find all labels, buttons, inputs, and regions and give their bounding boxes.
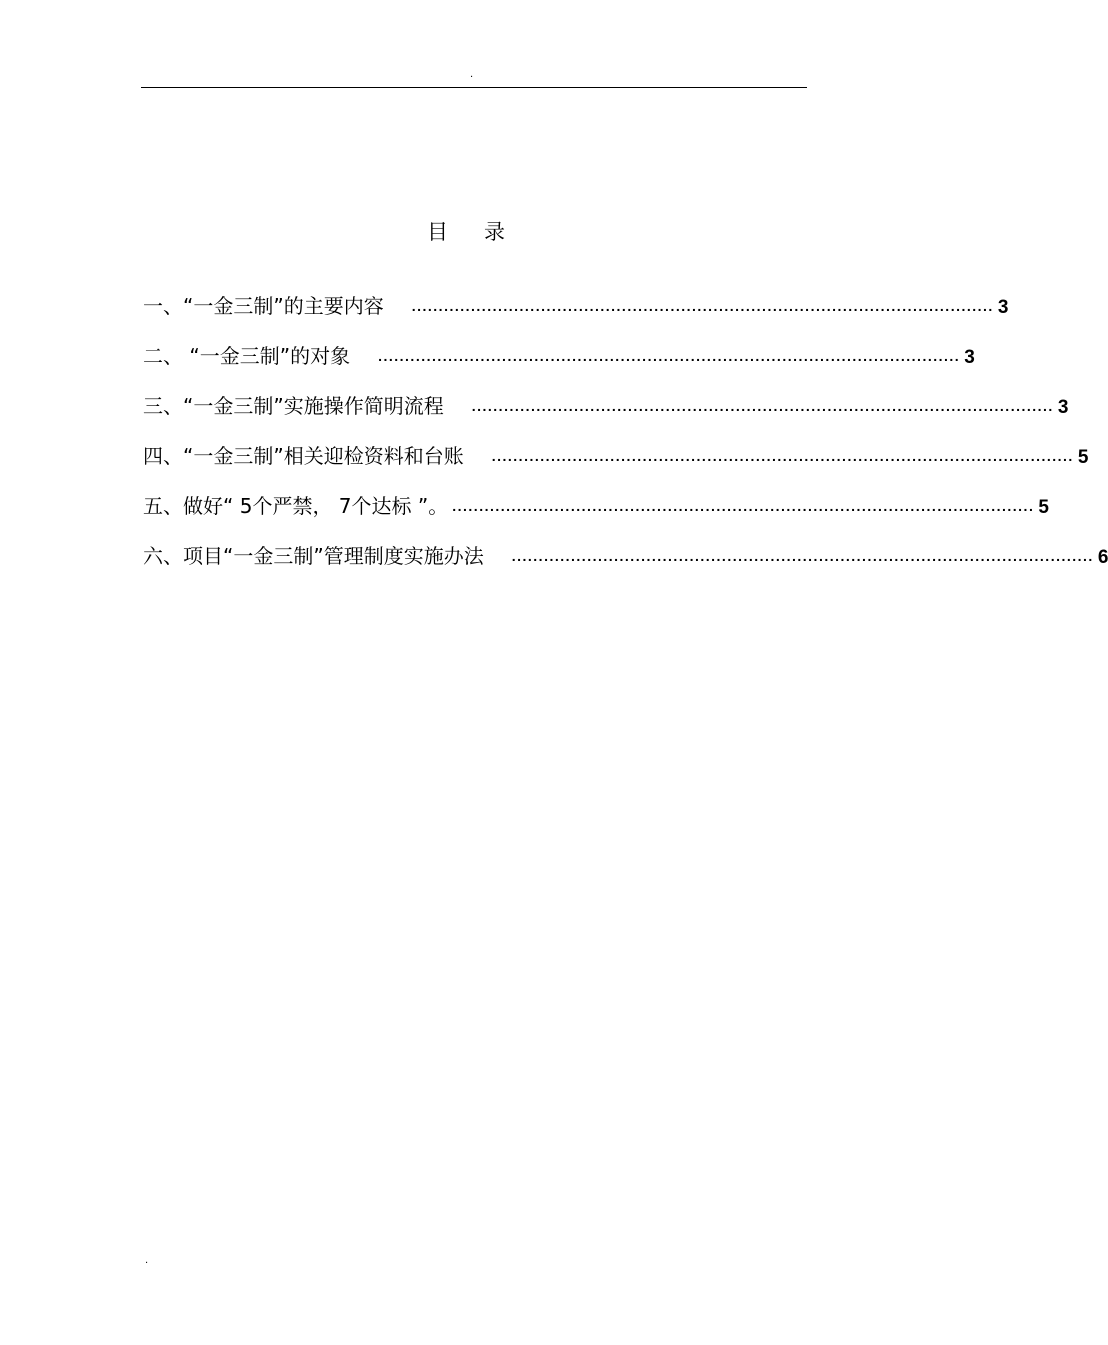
toc-entry[interactable] [143,490,1049,540]
toc-leader-dots: ............................................................................................................ [511,548,1094,564]
toc-entry-page: 5 [1077,447,1089,468]
header-rule [141,87,807,88]
toc-entry[interactable] [143,540,1108,590]
toc-entry-page: 3 [964,347,975,368]
toc-entry[interactable] [143,440,1089,490]
toc-list [143,290,1108,590]
footer-mark: . [145,1255,149,1266]
toc-entry-label: 二、 “一金三制”的对象 [143,344,351,368]
toc-entry-label: 三、“一金三制”实施操作简明流程 [143,394,444,418]
toc-entry[interactable] [143,290,1009,340]
toc-entry-label: 五、做好“ 5个严禁， 7个达标 ”。 [143,494,449,518]
header-mark: . [470,69,474,80]
toc-entry[interactable] [143,340,975,390]
toc-entry-page: 6 [1097,547,1108,568]
toc-leader-dots: ............................................................................................................ [411,298,994,314]
toc-leader-dots: ............................................................................................................ [471,398,1054,414]
toc-entry-label: 一、“一金三制”的主要内容 [143,294,384,318]
toc-leader-dots: ............................................................................................................ [491,448,1074,464]
toc-entry-page: 5 [1038,497,1049,518]
toc-leader-dots: ............................................................................................................ [378,348,961,364]
toc-leader-dots: ............................................................................................................ [452,498,1035,514]
toc-entry-label: 六、项目“一金三制”管理制度实施办法 [143,544,484,568]
toc-title: 目录 [427,220,541,244]
toc-entry[interactable] [143,390,1069,440]
toc-entry-page: 3 [997,297,1009,318]
toc-entry-label: 四、“一金三制”相关迎检资料和台账 [143,444,464,468]
toc-entry-page: 3 [1057,397,1069,418]
